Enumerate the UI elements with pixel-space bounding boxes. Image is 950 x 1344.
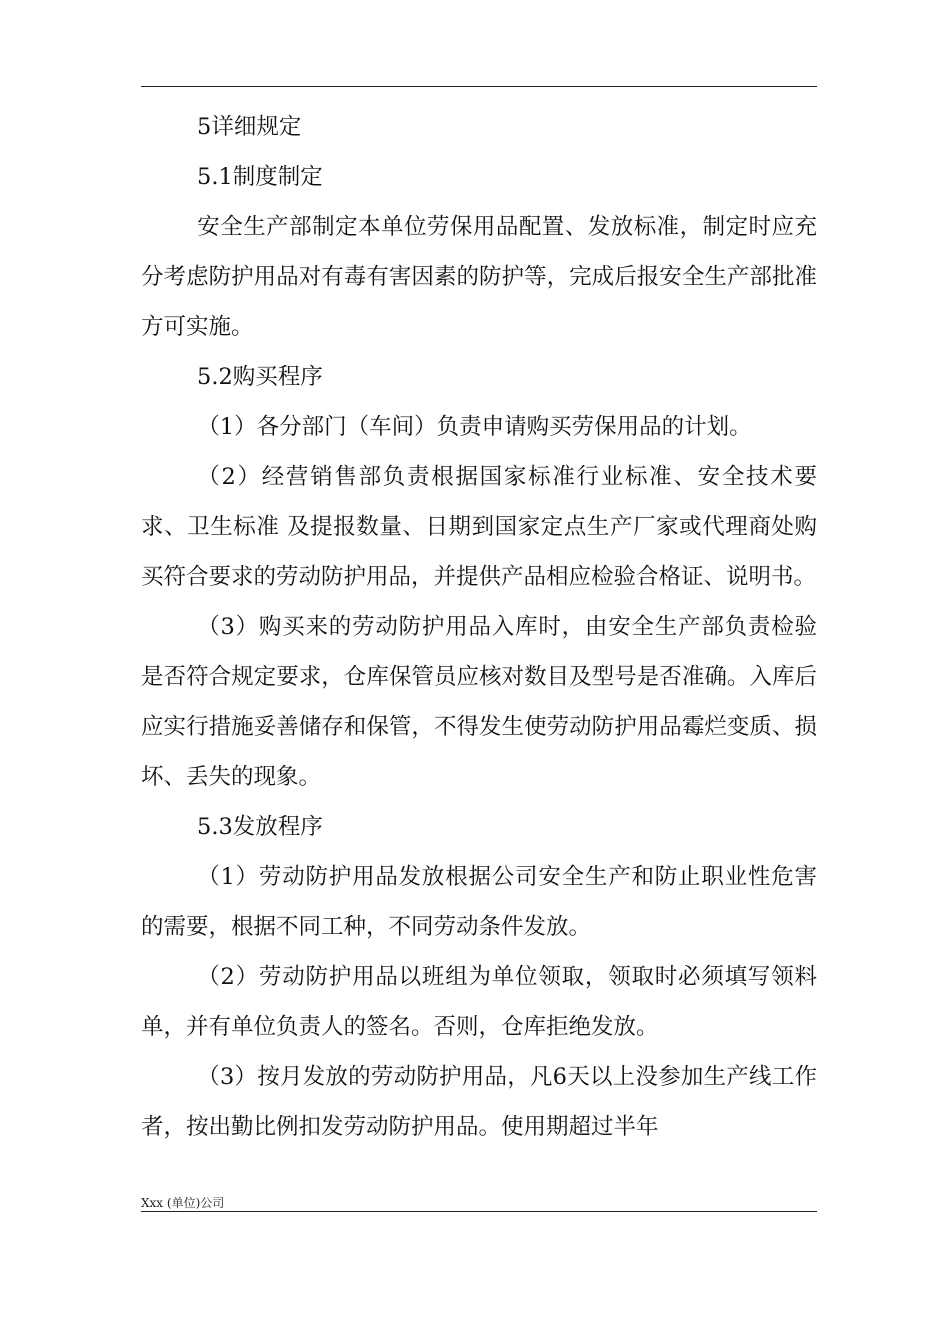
paragraph-5-3-item-1: （1）劳动防护用品发放根据公司安全生产和防止职业性危害的需要，根据不同工种，不同劳动条件发放。	[141, 864, 817, 940]
footer-company: Xxx (单位)公司	[141, 1196, 225, 1210]
paragraph-5-2-item-3: （3）购买来的劳动防护用品入库时，由安全生产部负责检验是否符合规定要求，仓库保管员应核对数目及型号是否准确。入库后应实行措施妥善储存和保管，不得发生使劳动防护用品霉烂变质、损坏、丢失的现象。	[141, 614, 817, 790]
page-footer	[141, 1196, 817, 1210]
paragraph-5-1: 安全生产部制定本单位劳保用品配置、发放标准，制定时应充分考虑防护用品对有毒有害因素的防护等，完成后报安全生产部批准方可实施。	[141, 214, 817, 340]
section-heading-5-2: 5.2购买程序	[197, 364, 323, 390]
paragraph-5-2-item-2: （2）经营销售部负责根据国家标准行业标准、安全技术要求、卫生标准 及提报数量、日期到国家定点生产厂家或代理商处购买符合要求的劳动防护用品，并提供产品相应检验合格证、说明书。	[141, 464, 817, 590]
paragraph-5-3-item-3: （3）按月发放的劳动防护用品，凡6天以上没参加生产线工作者，按出勤比例扣发劳动防护用品。使用期超过半年	[141, 1064, 817, 1140]
footer-rule	[141, 1211, 817, 1212]
section-heading-5-3: 5.3发放程序	[197, 814, 323, 840]
paragraph-5-3-item-2: （2）劳动防护用品以班组为单位领取，领取时必须填写领料单，并有单位负责人的签名。否则，仓库拒绝发放。	[141, 964, 817, 1040]
header-rule	[141, 86, 817, 87]
paragraph-5-2-item-1: （1）各分部门（车间）负责申请购买劳保用品的计划。	[197, 414, 752, 440]
section-heading-5-1: 5.1制度制定	[197, 164, 323, 190]
document-body	[141, 102, 817, 1152]
section-heading-5: 5详细规定	[197, 114, 302, 140]
